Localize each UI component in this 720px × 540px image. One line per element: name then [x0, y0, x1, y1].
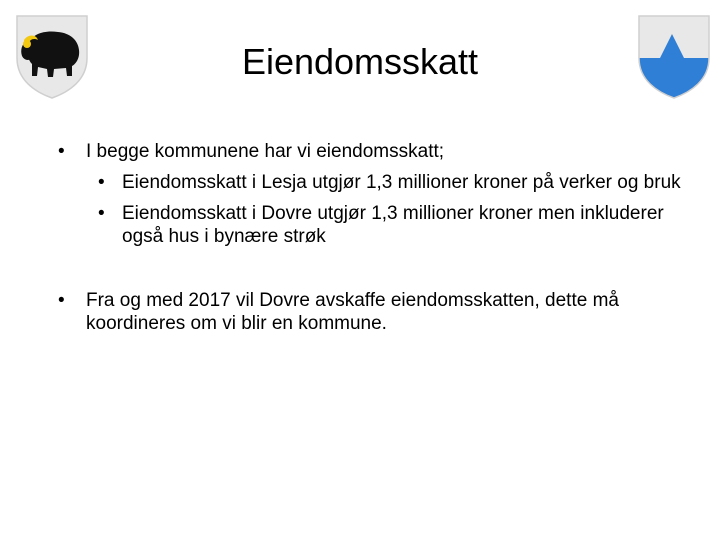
slide-body — [54, 140, 684, 335]
bullet-text: Fra og med 2017 vil Dovre avskaffe eiendomsskatten, dette må koordineres om vi blir en kommune. — [86, 290, 619, 334]
bullet-text: I begge kommunene har vi eiendomsskatt; — [86, 141, 445, 162]
bullet-dot: • — [98, 172, 105, 193]
lesja-coat-of-arms-icon — [14, 14, 90, 100]
bullet-dot: • — [58, 141, 65, 162]
sub-bullet-item — [54, 202, 684, 248]
dovre-coat-of-arms-icon — [636, 14, 712, 100]
bullet-item — [54, 289, 684, 335]
slide-title: Eiendomsskatt — [241, 41, 479, 82]
sub-bullet-text: Eiendomsskatt i Dovre utgjør 1,3 millioner kroner men inkluderer også hus i bynære strøk — [122, 203, 664, 247]
bullet-dot: • — [58, 290, 65, 311]
sub-bullet-text: Eiendomsskatt i Lesja utgjør 1,3 millioner kroner på verker og bruk — [122, 172, 681, 193]
sub-bullet-item — [54, 171, 684, 194]
bullet-item — [54, 140, 684, 163]
bullet-dot: • — [98, 203, 105, 224]
